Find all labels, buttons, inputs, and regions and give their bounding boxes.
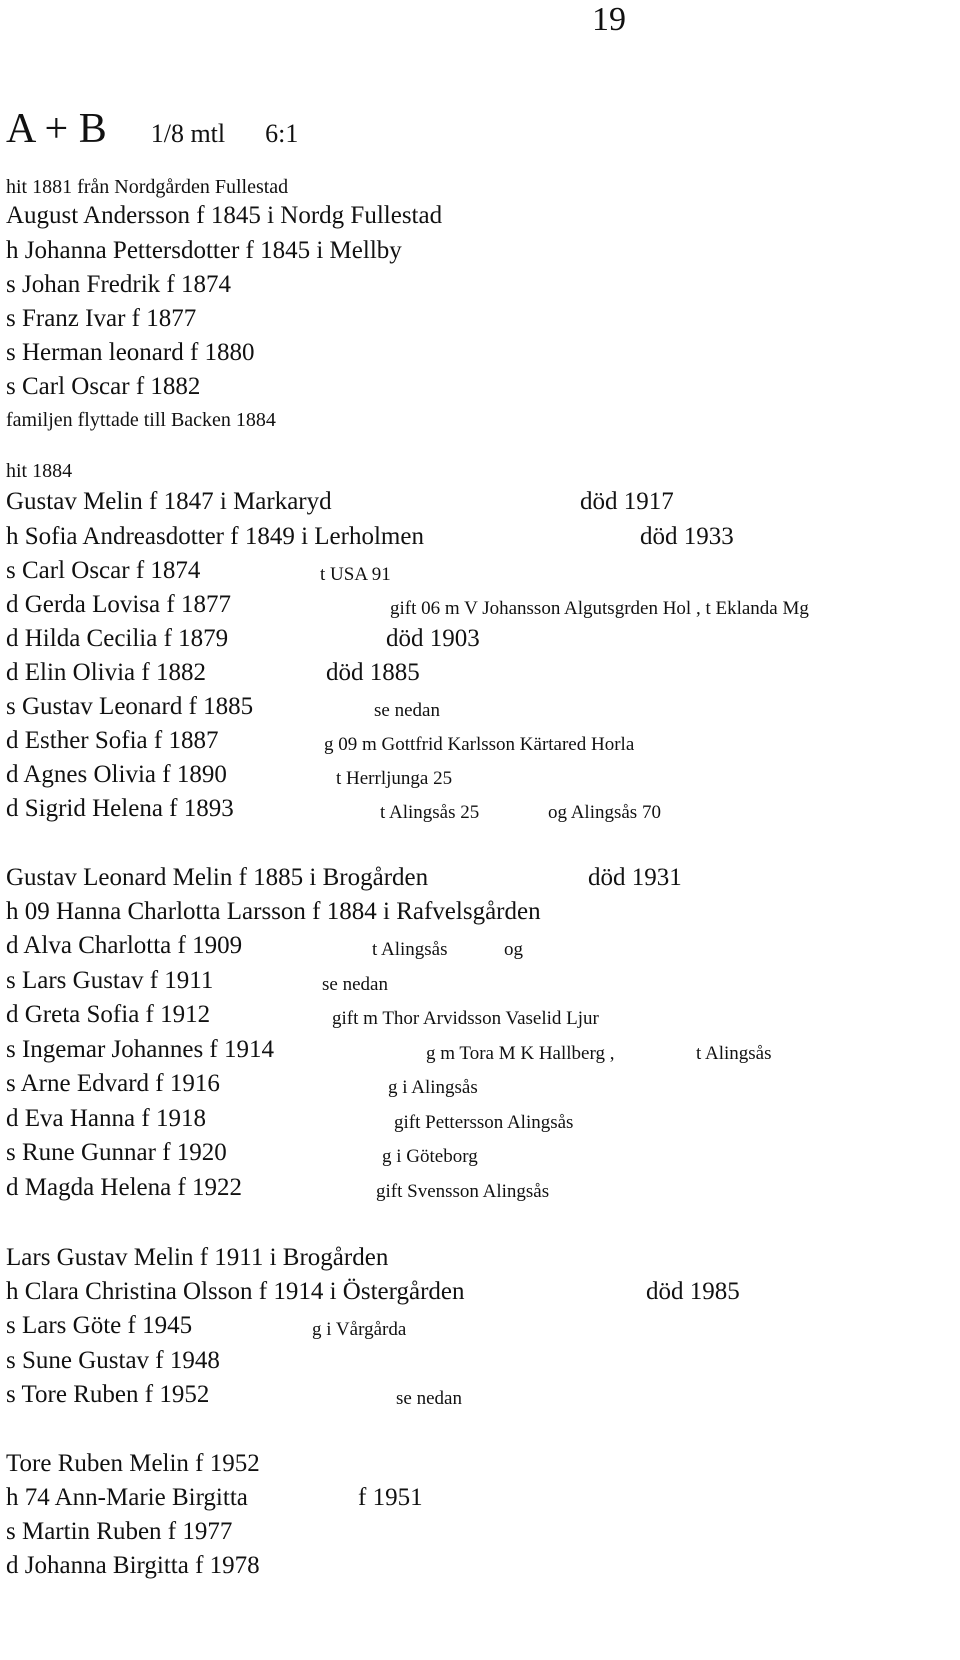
entry-line	[6, 1310, 407, 1342]
entry-note-extra: og Alingsås 70	[548, 802, 661, 823]
entry-line: s Martin Ruben f 1977	[6, 1518, 233, 1545]
entry-line	[6, 1103, 574, 1135]
page-number: 19	[592, 1, 626, 38]
entry-line	[6, 1379, 462, 1411]
entry-note-extra: og	[504, 939, 523, 960]
entry-line: s Sune Gustav f 1948	[6, 1347, 220, 1374]
entry-text: s Ingemar Johannes f 1914	[6, 1036, 274, 1063]
entry-note: gift Svensson Alingsås	[376, 1181, 550, 1202]
entry-note: död 1903	[386, 625, 480, 652]
entry-text: d Hilda Cecilia f 1879	[6, 625, 229, 652]
entry-line: h 09 Hanna Charlotta Larsson f 1884 i Rafvelsgården	[6, 898, 541, 925]
entry-text: Gustav Leonard Melin f 1885 i Brogården	[6, 864, 429, 891]
entry-note: se nedan	[374, 700, 440, 721]
entry-line	[6, 1482, 423, 1514]
entry-text: d Gerda Lovisa f 1877	[6, 591, 231, 618]
entry-line: s Herman leonard f 1880	[6, 339, 255, 366]
heading-title: A + B	[6, 106, 107, 152]
entry-line: s Franz Ivar f 1877	[6, 305, 197, 332]
entry-note: g i Vårgårda	[312, 1319, 407, 1340]
entry-note: gift m Thor Arvidsson Vaselid Ljur	[332, 1008, 599, 1029]
entry-note: död 1917	[580, 488, 674, 515]
entry-line: hit 1884	[6, 460, 73, 482]
entry-line: s Carl Oscar f 1882	[6, 373, 201, 400]
entry-line	[6, 1276, 740, 1308]
entry-line: s Johan Fredrik f 1874	[6, 271, 231, 298]
heading-number: 6:1	[265, 119, 299, 148]
entry-text: d Eva Hanna f 1918	[6, 1105, 206, 1132]
document-heading	[6, 104, 298, 154]
entry-note: g i Alingsås	[388, 1077, 478, 1098]
entry-line	[6, 725, 635, 757]
entry-note: död 1933	[640, 523, 734, 550]
entry-line	[6, 862, 682, 894]
entry-note: död 1985	[646, 1278, 740, 1305]
entry-text: s Arne Edvard f 1916	[6, 1070, 220, 1097]
entry-text: d Alva Charlotta f 1909	[6, 932, 243, 959]
entry-text: d Sigrid Helena f 1893	[6, 795, 234, 822]
entry-text: s Rune Gunnar f 1920	[6, 1139, 227, 1166]
entry-line: August Andersson f 1845 i Nordg Fullestad	[6, 202, 443, 229]
entry-line: Lars Gustav Melin f 1911 i Brogården	[6, 1244, 389, 1271]
entry-note: t USA 91	[320, 564, 391, 585]
entry-note: g 09 m Gottfrid Karlsson Kärtared Horla	[324, 734, 635, 755]
entry-line	[6, 657, 420, 689]
entry-text: s Lars Göte f 1945	[6, 1312, 193, 1339]
entry-note-extra: t Alingsås	[696, 1043, 772, 1064]
entry-line	[6, 521, 734, 553]
entry-line	[6, 1172, 550, 1204]
entry-note: gift 06 m V Johansson Algutsgrden Hol , t Eklanda Mg	[390, 598, 809, 619]
entry-note: t Alingsås 25	[380, 802, 480, 823]
entry-note: död 1931	[588, 864, 682, 891]
entry-line: Tore Ruben Melin f 1952	[6, 1450, 260, 1477]
heading-area: 1/8 mtl	[150, 119, 226, 148]
entry-line	[6, 555, 391, 587]
entry-note: f 1951	[358, 1484, 423, 1511]
entry-line: hit 1881 från Nordgården Fullestad	[6, 176, 289, 198]
entry-note: t Herrljunga 25	[336, 768, 453, 789]
entry-note: g i Göteborg	[382, 1146, 478, 1167]
entry-text: d Elin Olivia f 1882	[6, 659, 206, 686]
entry-line: familjen flyttade till Backen 1884	[6, 409, 276, 431]
entry-line	[6, 486, 674, 518]
entry-line	[6, 623, 480, 655]
entry-note: se nedan	[396, 1388, 462, 1409]
entry-text: h 74 Ann-Marie Birgitta	[6, 1484, 248, 1511]
entry-note: g m Tora M K Hallberg ,	[426, 1043, 615, 1064]
entry-line	[6, 759, 453, 791]
entry-line	[6, 793, 661, 825]
entry-line	[6, 589, 809, 621]
entry-text: Gustav Melin f 1847 i Markaryd	[6, 488, 332, 515]
entry-text: d Magda Helena f 1922	[6, 1174, 243, 1201]
entry-text: s Lars Gustav f 1911	[6, 967, 214, 994]
entry-line	[6, 999, 599, 1031]
entry-line	[6, 1137, 478, 1169]
entry-note: död 1885	[326, 659, 420, 686]
entry-note: gift Pettersson Alingsås	[394, 1112, 574, 1133]
entry-text: h Clara Christina Olsson f 1914 i Östergården	[6, 1278, 465, 1305]
entry-text: s Carl Oscar f 1874	[6, 557, 201, 584]
entry-line	[6, 1034, 772, 1066]
entry-note: se nedan	[322, 974, 388, 995]
entry-text: d Greta Sofia f 1912	[6, 1001, 211, 1028]
entry-line	[6, 930, 523, 962]
entry-text: h Sofia Andreasdotter f 1849 i Lerholmen	[6, 523, 424, 550]
entry-line	[6, 691, 440, 723]
entry-line: d Johanna Birgitta f 1978	[6, 1552, 260, 1579]
entry-text: d Esther Sofia f 1887	[6, 727, 219, 754]
entry-line	[6, 965, 388, 997]
entry-text: s Tore Ruben f 1952	[6, 1381, 210, 1408]
entry-line	[6, 1068, 478, 1100]
entry-text: d Agnes Olivia f 1890	[6, 761, 227, 788]
entry-line: h Johanna Pettersdotter f 1845 i Mellby	[6, 237, 402, 264]
entry-text: s Gustav Leonard f 1885	[6, 693, 254, 720]
entry-note: t Alingsås	[372, 939, 448, 960]
